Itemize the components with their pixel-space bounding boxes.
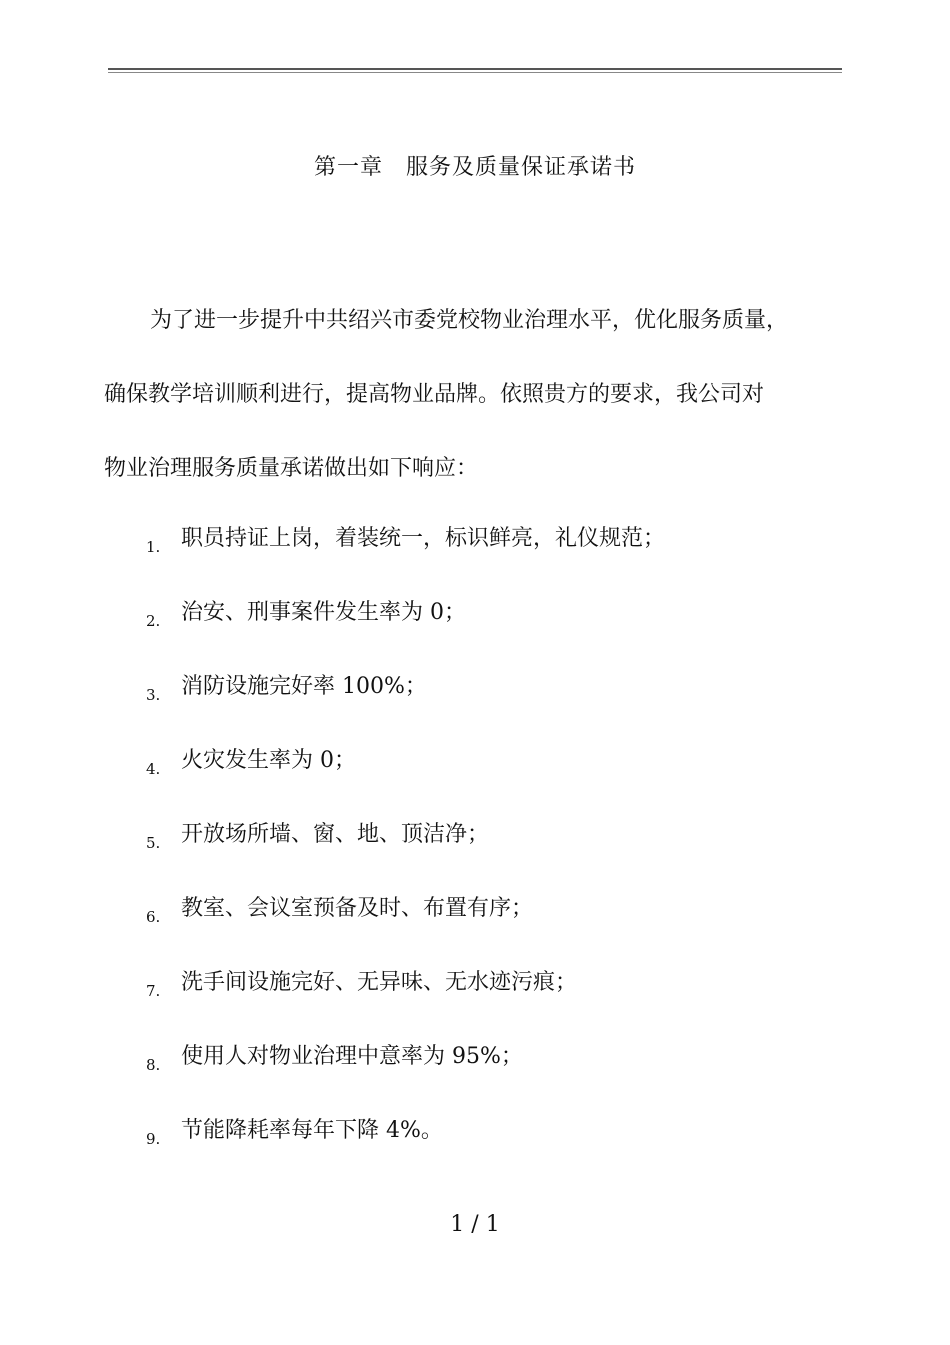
header-rule — [108, 68, 842, 74]
list-item — [146, 664, 846, 738]
intro-line: 确保教学培训顺利进行，提高物业品牌。依照贵方的要求，我公司对 — [104, 382, 765, 407]
list-item — [146, 960, 846, 1034]
list-item-text: 职员持证上岗，着装统一，标识鲜亮，礼仪规范； — [181, 526, 666, 551]
intro-paragraph — [104, 298, 844, 520]
page-title: 第一章 服务及质量保证承诺书 — [313, 155, 636, 180]
page-number: 1 / 1 — [450, 1212, 500, 1237]
list-item — [146, 1108, 846, 1182]
intro-line: 物业治理服务质量承诺做出如下响应： — [104, 456, 479, 481]
commitment-list — [146, 516, 846, 1182]
list-item-text: 使用人对物业治理中意率为 95%； — [181, 1044, 523, 1069]
header-rule-thin — [108, 72, 842, 73]
list-item — [146, 590, 846, 664]
list-item — [146, 812, 846, 886]
list-item-text: 火灾发生率为 0； — [181, 748, 356, 773]
list-item-text: 治安、刑事案件发生率为 0； — [181, 600, 466, 625]
list-item-number: 4. — [146, 760, 161, 778]
list-item-text: 开放场所墙、窗、地、顶洁净； — [181, 822, 490, 847]
list-item — [146, 886, 846, 960]
list-item-number: 9. — [146, 1130, 161, 1148]
list-item-number: 3. — [146, 686, 161, 704]
list-item-number: 6. — [146, 908, 161, 926]
list-item-number: 5. — [146, 834, 161, 852]
list-item — [146, 738, 846, 812]
list-item-text: 洗手间设施完好、无异味、无水迹污痕； — [181, 970, 578, 995]
list-item — [146, 1034, 846, 1108]
list-item-number: 7. — [146, 982, 161, 1000]
list-item-number: 1. — [146, 538, 161, 556]
list-item-number: 2. — [146, 612, 161, 630]
list-item-text: 节能降耗率每年下降 4%。 — [181, 1118, 443, 1143]
header-rule-thick — [108, 68, 842, 70]
list-item-number: 8. — [146, 1056, 161, 1074]
list-item-text: 消防设施完好率 100%； — [181, 674, 427, 699]
list-item-text: 教室、会议室预备及时、布置有序； — [181, 896, 534, 921]
list-item — [146, 516, 846, 590]
intro-line: 为了进一步提升中共绍兴市委党校物业治理水平，优化服务质量， — [150, 308, 789, 333]
